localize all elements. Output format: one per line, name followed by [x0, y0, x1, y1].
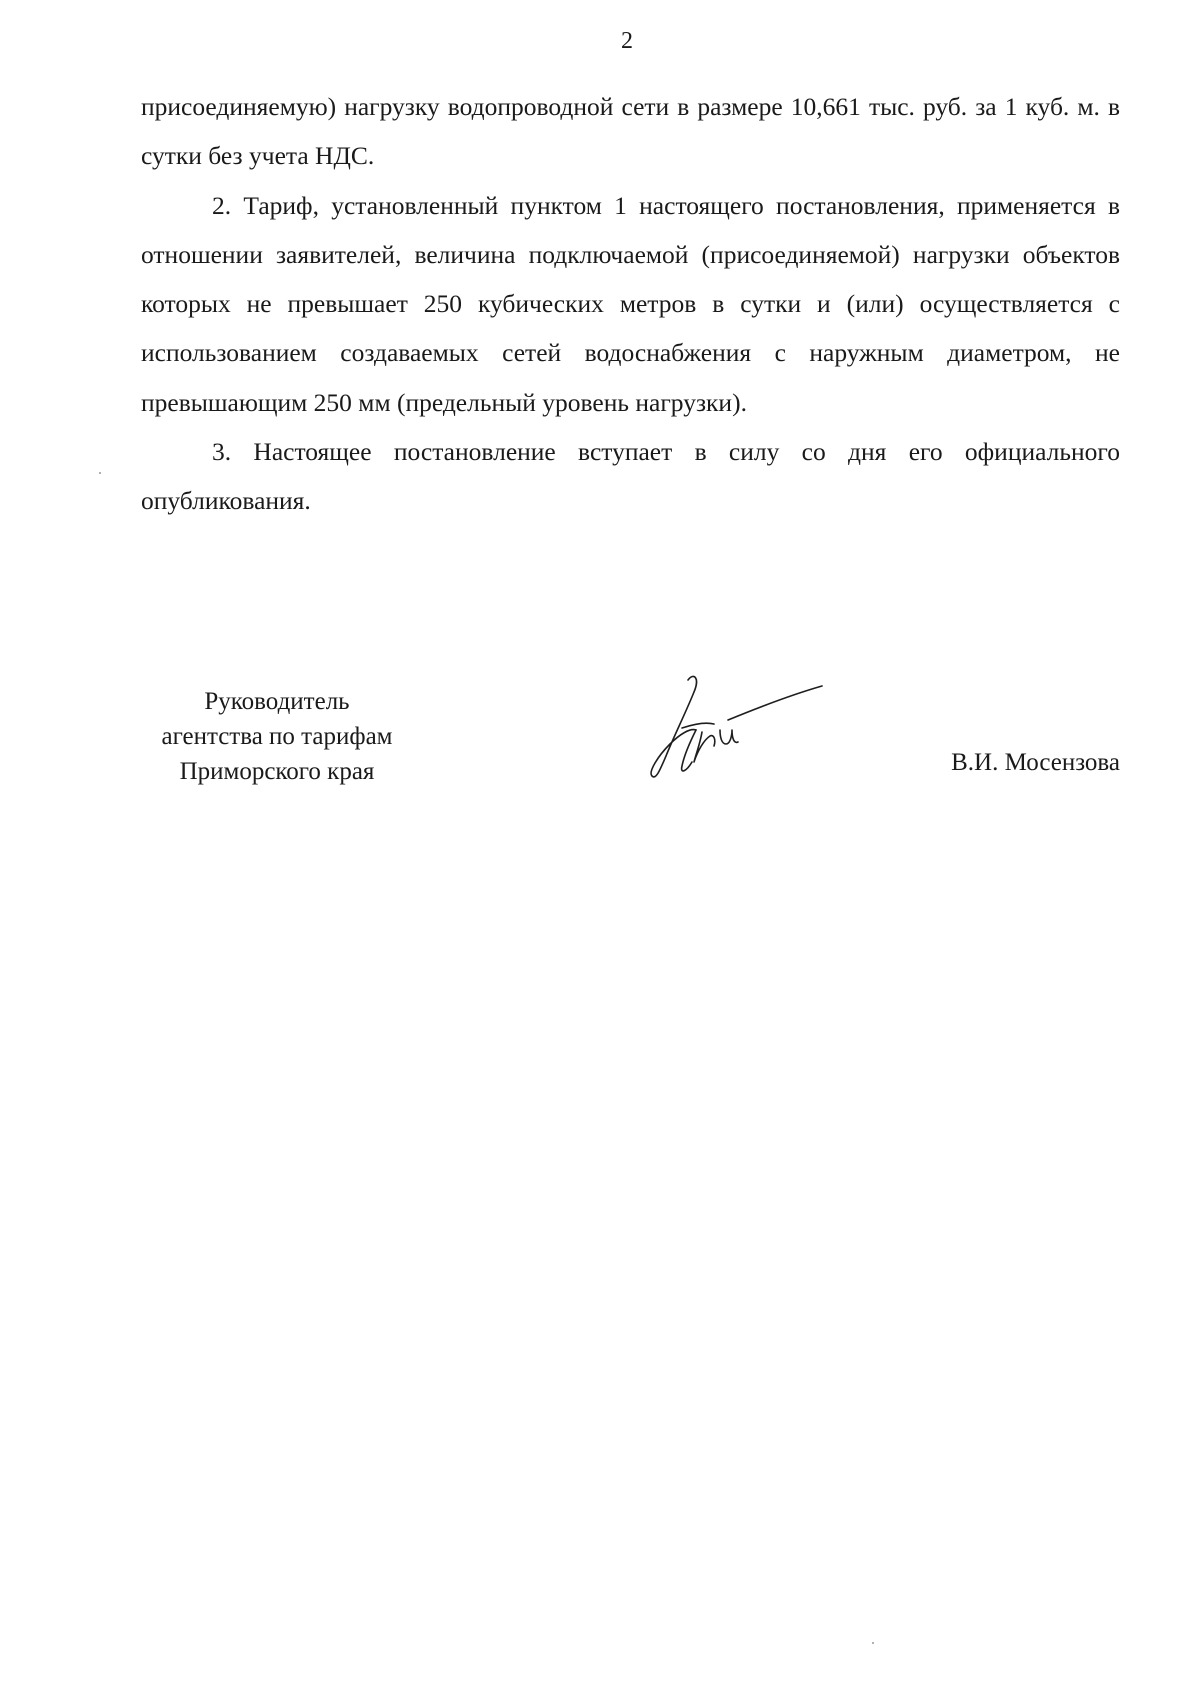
handwritten-signature-icon	[636, 670, 836, 790]
page-number: 2	[621, 28, 633, 54]
position-line-1: Руководитель	[204, 688, 350, 715]
paragraph-2: 2. Тариф, установленный пунктом 1 настоящего постановления, применяется в отношении заявителей, величина подключаемой (присоединяемой) нагрузки объектов которых не превышает 250 кубических метров в сутки и (или) осуществляется с использованием создаваемых сетей водоснабжения с наружным диаметром, не превышающим 250 мм (предельный уровень нагрузки).	[141, 190, 1120, 417]
paragraph-3: 3. Настоящее постановление вступает в силу со дня его официального опубликования.	[141, 437, 1120, 516]
scan-speck	[872, 1642, 874, 1644]
position-line-2: агентства по тарифам	[161, 723, 393, 750]
scan-speck	[99, 472, 101, 474]
signer-name: В.И. Мосензова	[951, 749, 1120, 776]
document-body	[141, 82, 1120, 526]
paragraph-continuation: присоединяемую) нагрузку водопроводной сети в размере 10,661 тыс. руб. за 1 куб. м. в сутки без учета НДС.	[141, 92, 1120, 171]
position-line-3: Приморского края	[179, 758, 375, 785]
signatory-position	[132, 684, 422, 789]
